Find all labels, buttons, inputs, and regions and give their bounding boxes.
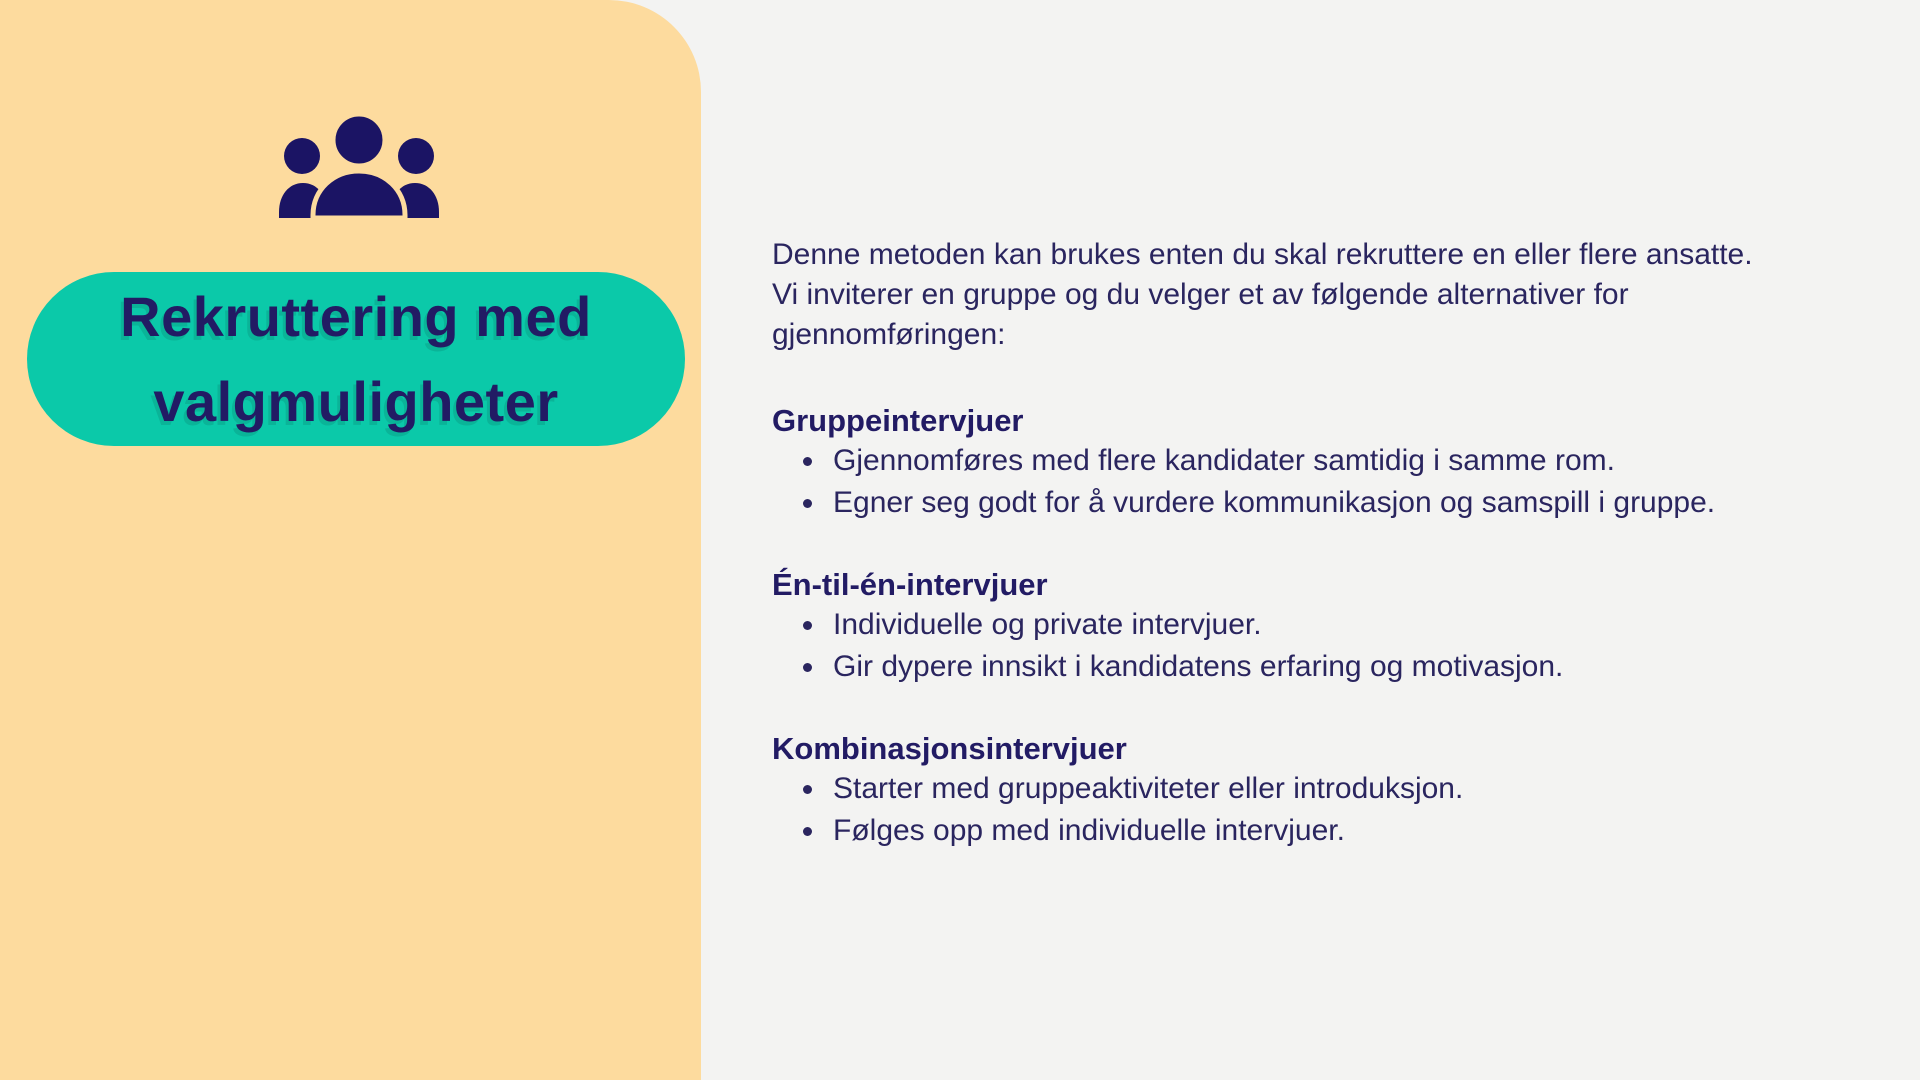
- bullet-list: [772, 440, 1902, 524]
- bullet-list: [772, 604, 1902, 688]
- bullet-item: • Følges opp med individuelle intervjuer.: [827, 810, 1902, 852]
- bullet-item: • Egner seg godt for å vurdere kommunikasjon og samspill i gruppe.: [827, 482, 1902, 524]
- body-text-column: [772, 235, 1902, 852]
- intro-line: gjennomføringen:: [772, 318, 1006, 351]
- section-kombinasjonsintervjuer: [772, 730, 1902, 852]
- intro-line: Denne metoden kan brukes enten du skal rekruttere en eller flere ansatte.: [772, 238, 1753, 271]
- section-heading: Én-til-én-intervjuer: [772, 567, 1048, 602]
- slide-title-line-2: valgmuligheter: [153, 370, 559, 433]
- intro-paragraph: [772, 235, 1902, 355]
- section-en-til-en-intervjuer: [772, 566, 1902, 688]
- section-gruppeintervjuer: [772, 402, 1902, 524]
- bullet-item: • Individuelle og private intervjuer.: [827, 604, 1902, 646]
- left-accent-panel: [0, 0, 701, 1080]
- bullet-item: • Starter med gruppeaktiviteter eller introduksjon.: [827, 768, 1902, 810]
- section-heading: Kombinasjonsintervjuer: [772, 731, 1127, 766]
- people-group-icon: [278, 114, 440, 218]
- intro-line: Vi inviterer en gruppe og du velger et av følgende alternativer for: [772, 278, 1629, 311]
- section-heading: Gruppeintervjuer: [772, 403, 1024, 438]
- title-pill: [27, 272, 685, 446]
- slide-title-line-1: Rekruttering med: [120, 285, 592, 348]
- bullet-item: • Gir dypere innsikt i kandidatens erfaring og motivasjon.: [827, 646, 1902, 688]
- bullet-list: [772, 768, 1902, 852]
- bullet-item: • Gjennomføres med flere kandidater samtidig i samme rom.: [827, 440, 1902, 482]
